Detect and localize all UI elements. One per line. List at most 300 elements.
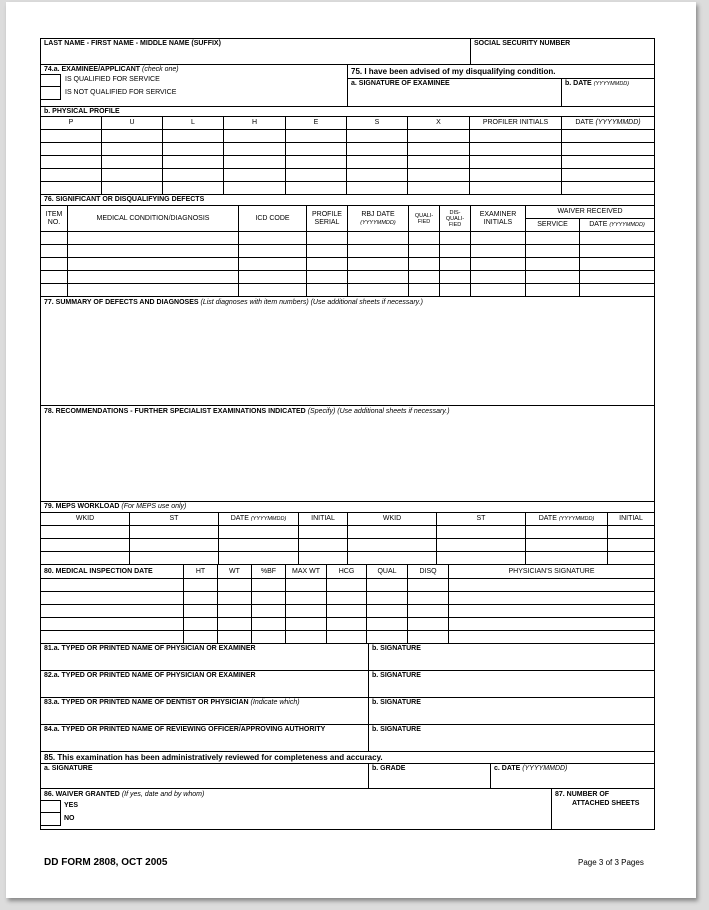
inspection-row-cell[interactable] — [252, 592, 286, 604]
meps-row-cell[interactable] — [348, 539, 437, 551]
inspection-row-cell[interactable] — [184, 631, 218, 643]
defect-row-cell[interactable] — [239, 271, 307, 283]
inspection-col-date: 80. MEDICAL INSPECTION DATE — [41, 565, 184, 578]
defect-row — [41, 245, 654, 258]
section-76-title-row — [41, 195, 654, 206]
section-78-note: (Specify) (Use additional sheets if necessary.) — [307, 408, 450, 415]
defect-row-cell[interactable] — [307, 284, 348, 296]
defect-row-cell[interactable] — [409, 232, 440, 244]
meps-col-date — [219, 513, 299, 525]
section-82 — [41, 671, 654, 698]
review-signature-field[interactable] — [41, 764, 369, 788]
defect-row-cell[interactable] — [440, 271, 471, 283]
inspection-row-cell[interactable] — [327, 631, 367, 643]
meps-row-cell[interactable] — [219, 526, 299, 538]
defects-col-condition: MEDICAL CONDITION/DIAGNOSIS — [68, 206, 239, 231]
profile-row-cell[interactable] — [347, 156, 408, 168]
section-77-title: 77. SUMMARY OF DEFECTS AND DIAGNOSES — [44, 299, 199, 306]
meps-row-cell[interactable] — [608, 526, 654, 538]
defect-row-cell[interactable] — [471, 284, 526, 296]
inspection-row-cell[interactable] — [252, 631, 286, 643]
meps-row-cell[interactable] — [526, 552, 608, 564]
meps-row-cell[interactable] — [348, 526, 437, 538]
profile-date-label: DATE — [575, 119, 594, 126]
section-87-label-1: 87. NUMBER OF — [555, 791, 610, 798]
profile-row — [41, 169, 654, 182]
section-85-title: 85. This examination has been administratively reviewed for completeness and accuracy. — [44, 753, 383, 762]
defect-row-cell[interactable] — [348, 271, 409, 283]
profile-row-cell[interactable] — [224, 169, 286, 181]
inspection-row — [41, 631, 654, 644]
defect-row-cell[interactable] — [307, 232, 348, 244]
inspection-row-cell[interactable] — [367, 618, 408, 630]
defect-row-cell[interactable] — [409, 245, 440, 257]
meps-date-note-2: (YYYYMMDD) — [558, 516, 595, 522]
section-74a-title: 74.a. EXAMINEE/APPLICANT — [44, 66, 141, 73]
profile-row-cell[interactable] — [102, 182, 163, 194]
waiver-yes-checkbox[interactable] — [41, 800, 61, 813]
profile-row-cell[interactable] — [562, 169, 654, 181]
meps-row-cell[interactable] — [219, 552, 299, 564]
profile-row-cell[interactable] — [408, 143, 470, 155]
profile-row-cell[interactable] — [286, 143, 347, 155]
meps-date-note: (YYYYMMDD) — [250, 516, 287, 522]
profile-row-cell[interactable] — [408, 182, 470, 194]
defect-row-cell[interactable] — [348, 258, 409, 270]
meps-col-wkid: WKID — [41, 513, 130, 525]
inspection-row-cell[interactable] — [41, 631, 184, 643]
profile-row-cell[interactable] — [470, 169, 562, 181]
qualified-label: IS QUALIFIED FOR SERVICE — [65, 76, 160, 83]
profile-row-cell[interactable] — [163, 169, 224, 181]
defect-row-cell[interactable] — [440, 232, 471, 244]
inspection-row-cell[interactable] — [184, 579, 218, 591]
meps-row — [41, 526, 654, 539]
inspection-row-cell[interactable] — [367, 605, 408, 617]
section-79-label — [41, 502, 189, 512]
defect-row-cell[interactable] — [580, 271, 654, 283]
meps-date-label: DATE — [230, 515, 249, 522]
profile-col-p: P — [41, 117, 102, 129]
inspection-row-cell[interactable] — [41, 592, 184, 604]
profile-row-cell[interactable] — [286, 182, 347, 194]
inspection-row-cell[interactable] — [252, 605, 286, 617]
waiver-service-label: SERVICE — [526, 219, 580, 231]
inspection-row-cell[interactable] — [408, 631, 449, 643]
defect-row-cell[interactable] — [41, 284, 68, 296]
inspection-row-cell[interactable] — [367, 579, 408, 591]
meps-date-label-2: DATE — [538, 515, 557, 522]
section-81a-label: 81.a. TYPED OR PRINTED NAME OF PHYSICIAN OR EXAMINER — [44, 645, 256, 652]
inspection-col-bf: %BF — [252, 565, 286, 578]
profile-row-cell[interactable] — [470, 143, 562, 155]
defect-row-cell[interactable] — [239, 258, 307, 270]
defect-row-cell[interactable] — [471, 245, 526, 257]
profile-col-initials: PROFILER INITIALS — [470, 117, 562, 129]
section-81b-label: b. SIGNATURE — [372, 645, 421, 652]
profile-row-cell[interactable] — [163, 130, 224, 142]
waiver-date-label — [580, 219, 654, 231]
section-83 — [41, 698, 654, 725]
defect-row — [41, 258, 654, 271]
meps-row-cell[interactable] — [608, 552, 654, 564]
section-74-75 — [41, 65, 654, 107]
dentist-name-field-83[interactable] — [41, 698, 369, 724]
section-85b-label: b. GRADE — [372, 765, 406, 772]
inspection-row-cell[interactable] — [184, 618, 218, 630]
not-qualified-checkbox[interactable] — [41, 87, 61, 100]
section-84b-label: b. SIGNATURE — [372, 726, 421, 733]
defect-row-cell[interactable] — [471, 232, 526, 244]
medical-inspection-table — [41, 565, 654, 644]
inspection-row — [41, 605, 654, 618]
inspection-row-cell[interactable] — [408, 618, 449, 630]
meps-row — [41, 552, 654, 565]
inspection-col-wt: WT — [218, 565, 252, 578]
profile-title-row — [41, 107, 654, 117]
defect-row-cell[interactable] — [471, 258, 526, 270]
profile-row-cell[interactable] — [562, 182, 654, 194]
profile-row-cell[interactable] — [470, 130, 562, 142]
meps-row-cell[interactable] — [608, 539, 654, 551]
inspection-col-hcg: HCG — [327, 565, 367, 578]
inspection-row-cell[interactable] — [252, 579, 286, 591]
profile-row-cell[interactable] — [286, 169, 347, 181]
profile-row-cell[interactable] — [41, 156, 102, 168]
physical-profile-table — [41, 117, 654, 195]
physician-signature-field-82[interactable] — [369, 671, 654, 697]
inspection-row-cell[interactable] — [218, 579, 252, 591]
profile-row — [41, 130, 654, 143]
defect-row-cell[interactable] — [580, 232, 654, 244]
inspection-row-cell[interactable] — [286, 579, 327, 591]
meps-row-cell[interactable] — [437, 539, 526, 551]
defect-row-cell[interactable] — [239, 284, 307, 296]
attached-sheets-field[interactable] — [552, 789, 654, 829]
inspection-row-cell[interactable] — [327, 579, 367, 591]
inspection-row-cell[interactable] — [449, 605, 654, 617]
inspection-row-cell[interactable] — [218, 592, 252, 604]
inspection-row-cell[interactable] — [218, 618, 252, 630]
section-79-title-row — [41, 502, 654, 513]
inspection-row-cell[interactable] — [449, 592, 654, 604]
section-86-87 — [41, 789, 654, 829]
profile-row-cell[interactable] — [163, 182, 224, 194]
defect-row-cell[interactable] — [526, 258, 580, 270]
officer-name-field-84[interactable] — [41, 725, 369, 751]
section-83a-label: 83.a. TYPED OR PRINTED NAME OF DENTIST OR PHYSICIAN — [44, 699, 249, 706]
section-86-title: 86. WAIVER GRANTED — [44, 791, 120, 798]
meps-col-date-2 — [526, 513, 608, 525]
defect-row-cell[interactable] — [409, 271, 440, 283]
examinee-date-field[interactable] — [562, 79, 654, 106]
inspection-row-cell[interactable] — [218, 605, 252, 617]
meps-row-cell[interactable] — [437, 552, 526, 564]
section-85c-note: (YYYYMMDD) — [522, 765, 568, 772]
section-76-title: 76. SIGNIFICANT OR DISQUALIFYING DEFECTS — [44, 196, 205, 203]
review-date-field[interactable] — [491, 764, 654, 788]
defect-row-cell[interactable] — [68, 245, 239, 257]
section-83b-label: b. SIGNATURE — [372, 699, 421, 706]
defect-row-cell[interactable] — [41, 258, 68, 270]
dentist-signature-field-83[interactable] — [369, 698, 654, 724]
profile-row-cell[interactable] — [41, 169, 102, 181]
examinee-signature-field[interactable] — [348, 79, 562, 106]
meps-row-cell[interactable] — [219, 539, 299, 551]
defect-row-cell[interactable] — [526, 284, 580, 296]
profile-row-cell[interactable] — [163, 143, 224, 155]
defects-col-waiver — [526, 206, 654, 231]
section-82a-label: 82.a. TYPED OR PRINTED NAME OF PHYSICIAN OR EXAMINER — [44, 672, 256, 679]
profile-row-cell[interactable] — [286, 156, 347, 168]
meps-col-st-2: ST — [437, 513, 526, 525]
inspection-row-cell[interactable] — [184, 605, 218, 617]
inspection-row-cell[interactable] — [41, 618, 184, 630]
section-77-note: (List diagnoses with item numbers) (Use additional sheets if necessary.) — [200, 299, 423, 306]
physician-signature-field-81[interactable] — [369, 644, 654, 670]
examinee-signature-label: a. SIGNATURE OF EXAMINEE — [351, 80, 450, 87]
section-86 — [41, 789, 552, 829]
profile-row-cell[interactable] — [562, 130, 654, 142]
profile-row-cell[interactable] — [41, 130, 102, 142]
defect-row-cell[interactable] — [348, 245, 409, 257]
inspection-col-disq: DISQ — [408, 565, 449, 578]
section-85-title-row — [41, 752, 654, 764]
defect-row-cell[interactable] — [41, 245, 68, 257]
defect-row-cell[interactable] — [68, 232, 239, 244]
meps-header-row — [41, 513, 654, 526]
form-number: DD FORM 2808, OCT 2005 — [44, 857, 168, 868]
defect-row-cell[interactable] — [307, 258, 348, 270]
profile-header-row — [41, 117, 654, 130]
section-84 — [41, 725, 654, 752]
defect-row-cell[interactable] — [239, 232, 307, 244]
rbj-label: RBJ DATE — [361, 210, 395, 218]
profile-row-cell[interactable] — [470, 182, 562, 194]
inspection-col-signature: PHYSICIAN'S SIGNATURE — [508, 567, 595, 575]
defect-row-cell[interactable] — [440, 245, 471, 257]
defect-row — [41, 271, 654, 284]
profile-row — [41, 143, 654, 156]
defect-row-cell[interactable] — [68, 271, 239, 283]
inspection-col-maxwt: MAX WT — [286, 565, 327, 578]
profile-row-cell[interactable] — [562, 156, 654, 168]
profile-row-cell[interactable] — [286, 130, 347, 142]
defect-row-cell[interactable] — [348, 232, 409, 244]
meps-row-cell[interactable] — [299, 526, 348, 538]
waiver-no-checkbox[interactable] — [41, 813, 61, 826]
defect-row-cell[interactable] — [526, 245, 580, 257]
section-78-title: 78. RECOMMENDATIONS - FURTHER SPECIALIST EXAMINATIONS INDICATED — [44, 408, 306, 415]
defect-row — [41, 232, 654, 245]
defects-col-item: ITEM NO. — [41, 206, 68, 231]
defect-row-cell[interactable] — [68, 258, 239, 270]
defects-header-row — [41, 206, 654, 232]
meps-row-cell[interactable] — [526, 526, 608, 538]
defect-row-cell[interactable] — [580, 245, 654, 257]
section-78[interactable] — [41, 406, 654, 502]
defects-col-icd: ICD CODE — [239, 206, 307, 231]
inspection-col-ht: HT — [184, 565, 218, 578]
defects-table — [41, 206, 654, 297]
inspection-row-cell[interactable] — [286, 605, 327, 617]
defect-row-cell[interactable] — [440, 258, 471, 270]
profile-row — [41, 156, 654, 169]
defects-col-examiner: EXAMINER INITIALS — [471, 206, 526, 231]
not-qualified-label: IS NOT QUALIFIED FOR SERVICE — [65, 89, 177, 96]
profile-col-h: H — [224, 117, 286, 129]
inspection-col-qual: QUAL — [367, 565, 408, 578]
profile-col-e: E — [286, 117, 347, 129]
physician-name-field-82[interactable] — [41, 671, 369, 697]
section-86-note: (If yes, date and by whom) — [121, 791, 205, 798]
inspection-row-cell[interactable] — [367, 631, 408, 643]
section-84a-label: 84.a. TYPED OR PRINTED NAME OF REVIEWING OFFICER/APPROVING AUTHORITY — [44, 726, 326, 733]
profile-row-cell[interactable] — [470, 156, 562, 168]
meps-row-cell[interactable] — [437, 526, 526, 538]
profile-row-cell[interactable] — [224, 130, 286, 142]
profile-row-cell[interactable] — [408, 156, 470, 168]
inspection-row-cell[interactable] — [184, 592, 218, 604]
inspection-row — [41, 579, 654, 592]
meps-row-cell[interactable] — [41, 526, 130, 538]
profile-col-date — [562, 117, 654, 129]
profile-row-cell[interactable] — [347, 182, 408, 194]
profile-col-s: S — [347, 117, 408, 129]
defect-row-cell[interactable] — [307, 245, 348, 257]
form-body — [40, 38, 655, 830]
profile-row-cell[interactable] — [102, 156, 163, 168]
inspection-row-cell[interactable] — [327, 618, 367, 630]
profile-row-cell[interactable] — [41, 143, 102, 155]
inspection-row-cell[interactable] — [408, 605, 449, 617]
inspection-row-cell[interactable] — [252, 618, 286, 630]
defect-row-cell[interactable] — [409, 258, 440, 270]
name-label: LAST NAME - FIRST NAME - MIDDLE NAME (SUFFIX) — [44, 40, 221, 47]
profile-col-u: U — [102, 117, 163, 129]
profile-row-cell[interactable] — [347, 130, 408, 142]
defect-row-cell[interactable] — [526, 271, 580, 283]
section-82b-label: b. SIGNATURE — [372, 672, 421, 679]
section-75-title: 75. I have been advised of my disqualifying condition. — [348, 65, 654, 79]
profile-row-cell[interactable] — [408, 169, 470, 181]
defect-row-cell[interactable] — [440, 284, 471, 296]
profile-row-cell[interactable] — [102, 143, 163, 155]
profile-row-cell[interactable] — [408, 130, 470, 142]
review-grade-field[interactable] — [369, 764, 491, 788]
qualified-checkbox[interactable] — [41, 74, 61, 87]
physical-profile-label: b. PHYSICAL PROFILE — [44, 108, 120, 115]
defects-col-disqualified: DIS-QUALI-FIED — [440, 206, 471, 231]
inspection-row-cell[interactable] — [327, 605, 367, 617]
meps-row-cell[interactable] — [348, 552, 437, 564]
defect-row-cell[interactable] — [580, 258, 654, 270]
waiver-date-note: (YYYYMMDD) — [609, 222, 645, 228]
meps-col-initial: INITIAL — [299, 513, 348, 525]
inspection-header-row — [41, 565, 654, 579]
section-77-label — [41, 297, 426, 405]
profile-row-cell[interactable] — [163, 156, 224, 168]
defect-row-cell[interactable] — [68, 284, 239, 296]
profile-row-cell[interactable] — [224, 156, 286, 168]
ssn-field[interactable] — [471, 39, 654, 64]
section-85 — [41, 764, 654, 789]
profile-col-x: X — [408, 117, 470, 129]
defect-row-cell[interactable] — [409, 284, 440, 296]
section-75 — [348, 65, 654, 106]
inspection-row-cell[interactable] — [449, 579, 654, 591]
profile-row-cell[interactable] — [102, 130, 163, 142]
profile-row-cell[interactable] — [41, 182, 102, 194]
rbj-note: (YYYYMMDD) — [360, 219, 396, 226]
inspection-row-cell[interactable] — [449, 631, 654, 643]
profile-row-cell[interactable] — [347, 143, 408, 155]
inspection-row-cell[interactable] — [286, 631, 327, 643]
profile-row-cell[interactable] — [562, 143, 654, 155]
defect-row-cell[interactable] — [471, 271, 526, 283]
inspection-row-cell[interactable] — [286, 592, 327, 604]
defects-col-rbj — [348, 206, 409, 231]
profile-row-cell[interactable] — [347, 169, 408, 181]
inspection-row-cell[interactable] — [367, 592, 408, 604]
physician-name-field-81[interactable] — [41, 644, 369, 670]
meps-row-cell[interactable] — [526, 539, 608, 551]
officer-signature-field-84[interactable] — [369, 725, 654, 751]
inspection-row-cell[interactable] — [286, 618, 327, 630]
name-row — [41, 39, 654, 65]
meps-row-cell[interactable] — [299, 539, 348, 551]
name-field[interactable] — [41, 39, 471, 64]
defect-row-cell[interactable] — [41, 232, 68, 244]
inspection-row-cell[interactable] — [327, 592, 367, 604]
defects-col-qualified: QUALI-FIED — [409, 206, 440, 231]
profile-row-cell[interactable] — [224, 182, 286, 194]
section-77[interactable] — [41, 297, 654, 406]
inspection-row-cell[interactable] — [41, 579, 184, 591]
section-83a-note: (Indicate which) — [250, 699, 300, 706]
meps-row-cell[interactable] — [130, 539, 219, 551]
inspection-row-cell[interactable] — [408, 579, 449, 591]
profile-col-l: L — [163, 117, 224, 129]
meps-row-cell[interactable] — [130, 552, 219, 564]
section-87-label-2: ATTACHED SHEETS — [572, 800, 640, 807]
defect-row-cell[interactable] — [580, 284, 654, 296]
meps-col-initial-2: INITIAL — [619, 515, 643, 522]
profile-row — [41, 182, 654, 195]
page-number: Page 3 of 3 Pages — [578, 858, 644, 867]
inspection-row — [41, 592, 654, 605]
meps-row-cell[interactable] — [41, 552, 130, 564]
defect-row-cell[interactable] — [526, 232, 580, 244]
meps-workload-table — [41, 513, 654, 565]
profile-row-cell[interactable] — [102, 169, 163, 181]
inspection-row-cell[interactable] — [408, 592, 449, 604]
meps-row-cell[interactable] — [130, 526, 219, 538]
inspection-row-cell[interactable] — [41, 605, 184, 617]
meps-row-cell[interactable] — [299, 552, 348, 564]
defect-row-cell[interactable] — [41, 271, 68, 283]
inspection-row-cell[interactable] — [449, 618, 654, 630]
defect-row-cell[interactable] — [239, 245, 307, 257]
profile-row-cell[interactable] — [224, 143, 286, 155]
examinee-date-note: (YYYYMMDD) — [593, 81, 630, 87]
inspection-row-cell[interactable] — [218, 631, 252, 643]
waiver-date-text: DATE — [589, 221, 608, 228]
defect-row-cell[interactable] — [307, 271, 348, 283]
meps-row-cell[interactable] — [41, 539, 130, 551]
section-74a — [41, 65, 348, 106]
defect-row-cell[interactable] — [348, 284, 409, 296]
